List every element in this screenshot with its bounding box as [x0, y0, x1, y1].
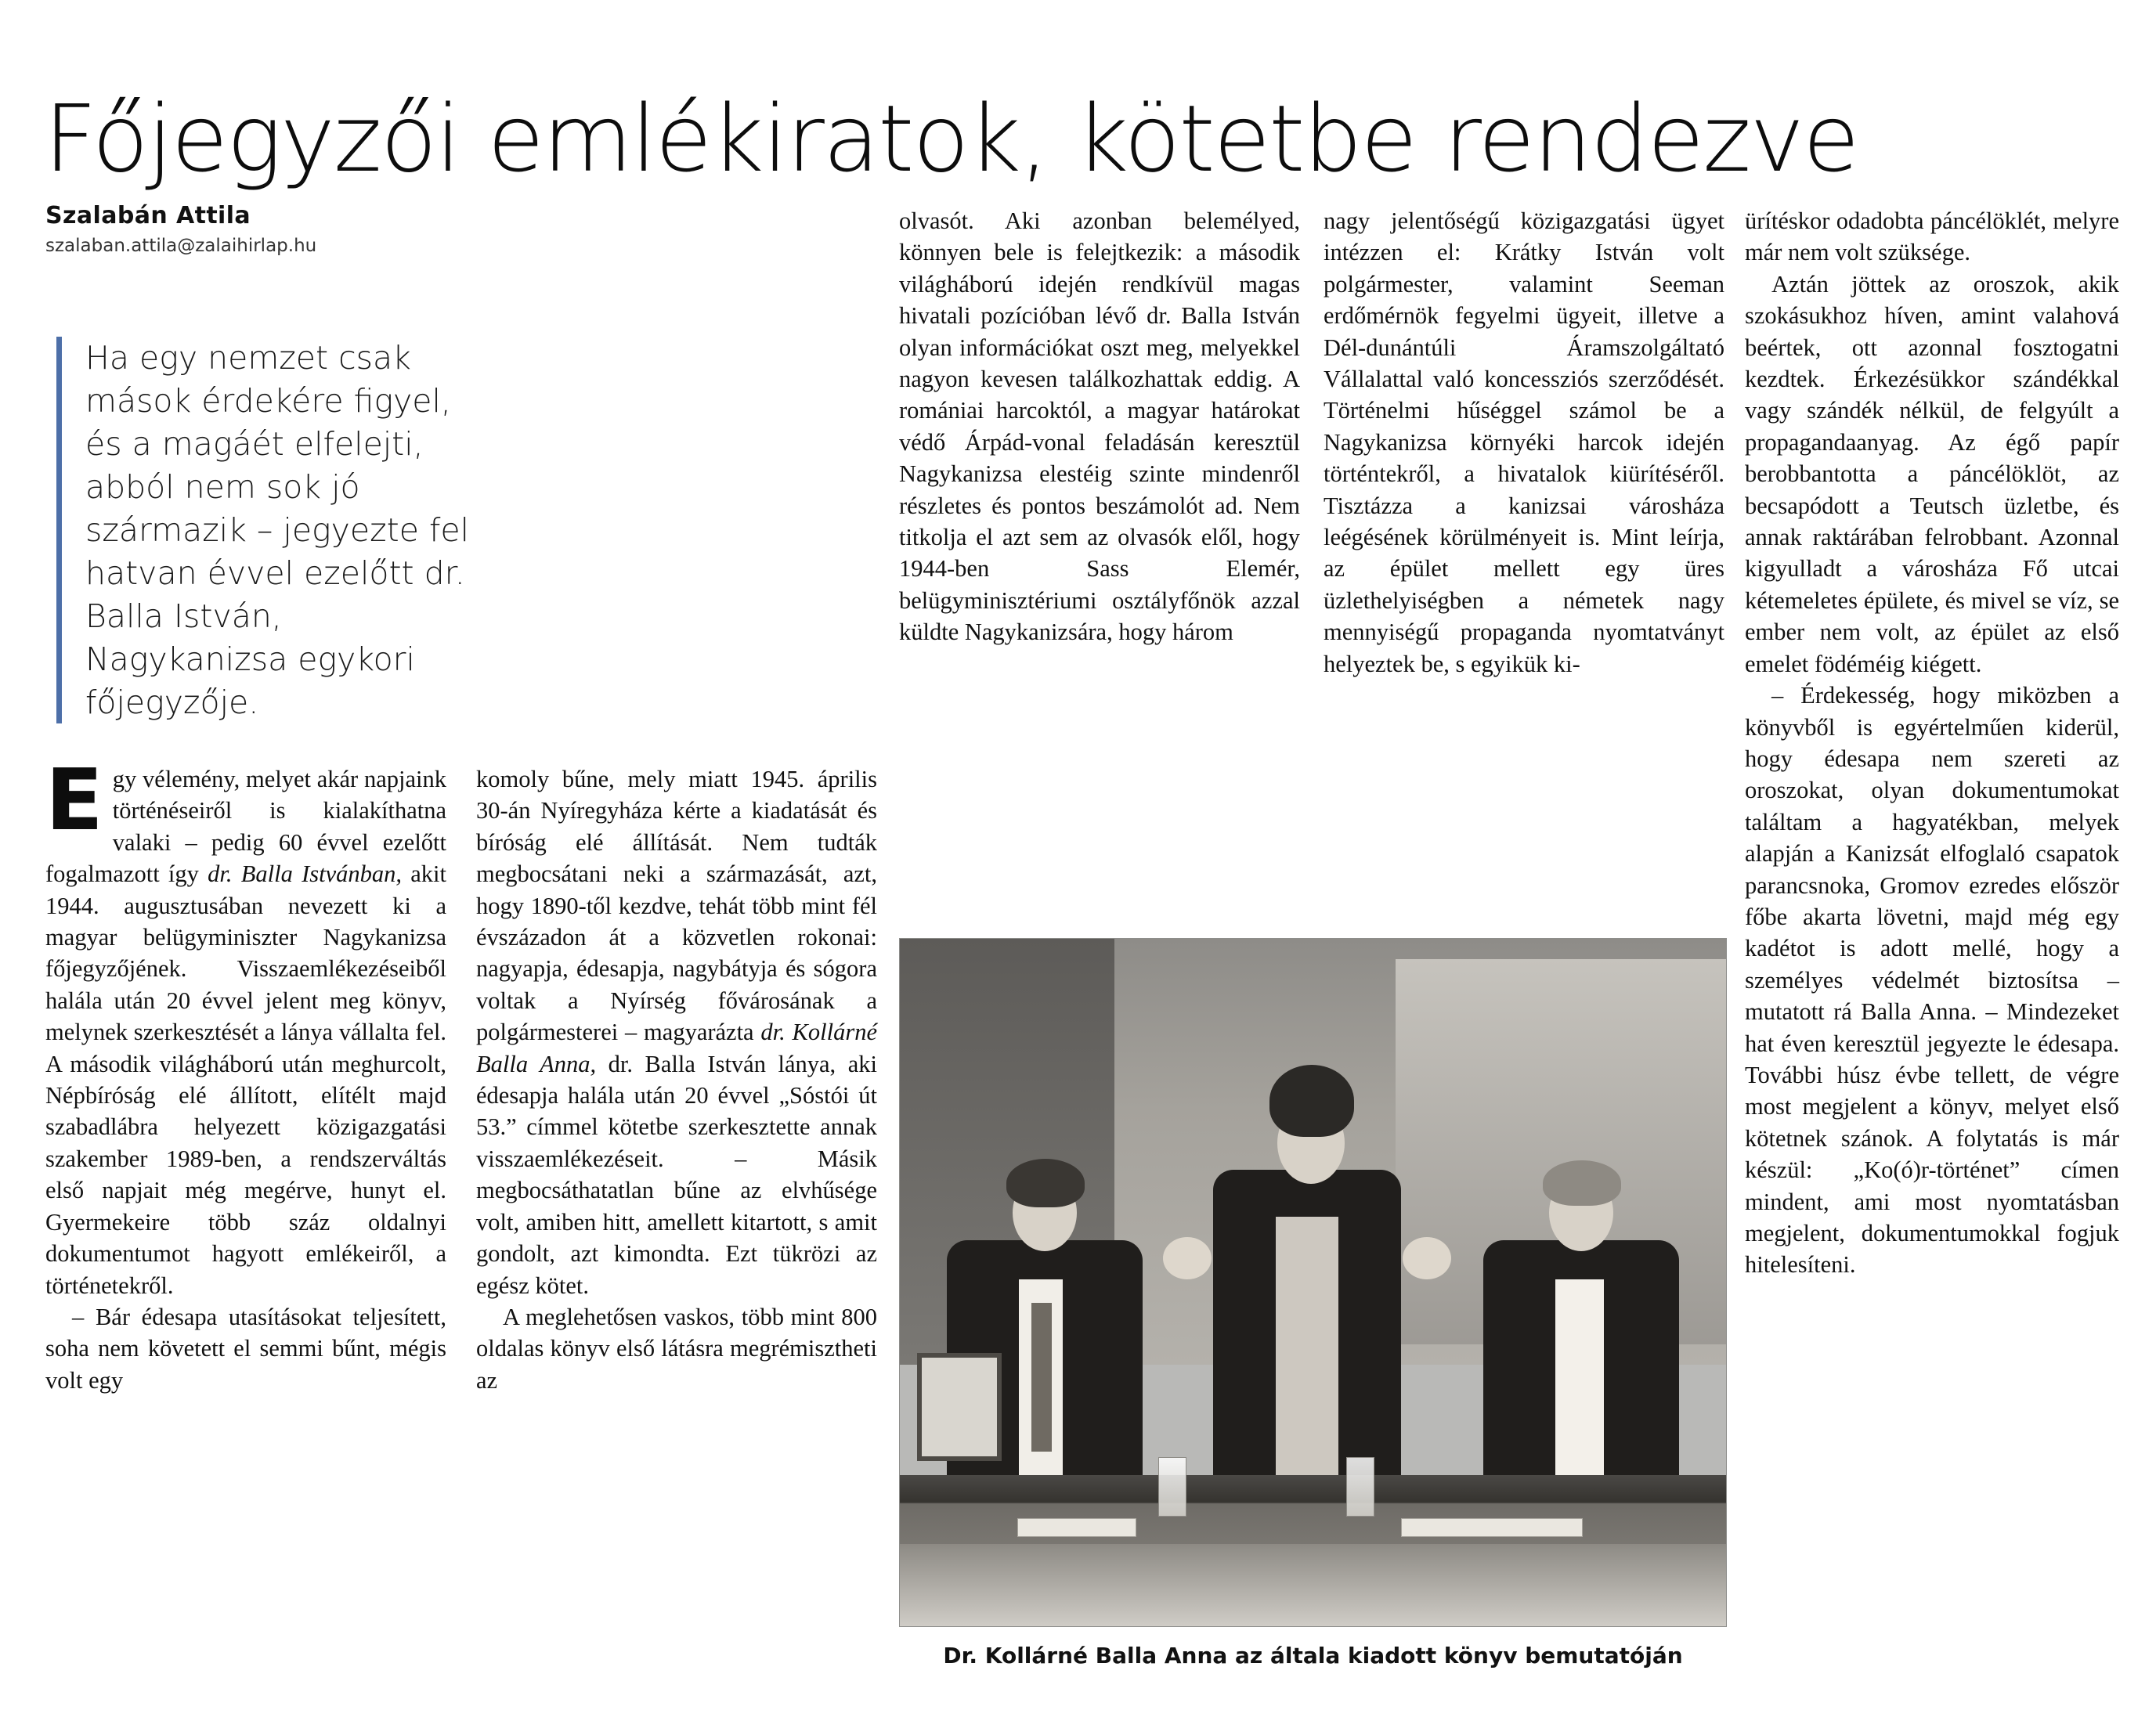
- photo-glass-right: [1346, 1457, 1374, 1517]
- photo-papers-left: [1017, 1518, 1136, 1537]
- lead-paragraph: [56, 337, 493, 723]
- article-column-2: [476, 763, 877, 1396]
- author-email: szalaban.attila@zalaihirlap.hu: [45, 236, 317, 256]
- paragraph: Aztán jöttek az oroszok, akik szokásukhoz híven, amint valahová beértek, ott azonnal fosztogatni kezdtek. Érkezésükkor szándékkal vagy szándék nélkül, de felgyúlt a propagandaanyag. Az égő papír berobbantotta a páncélöklöt, az becsapódott a Teutsch üzletbe, és annak raktárában felrobbant. Azonnal kigyulladt a városháza Fő utcai kétemeletes épülete, és mivel se víz, se ember nem volt, az épület az első emelet födéméig kiégett.: [1745, 270, 2119, 677]
- article-column-1: [45, 752, 446, 1396]
- paragraph-text-cont: dr. Balla István lánya, aki édesapja halála után 20 évvel „Sóstói út 53.” címmel kötetbe szerkesztette annak visszaemlékezéseit. – Másik megbocsáthatatlan bűne az elvhűsége volt, amiben hitt, amellett kitartott, s amit gondolt, azt kimondta. Ezt tükrözi az egész kötet.: [476, 1050, 877, 1299]
- person-hair: [1269, 1065, 1354, 1137]
- photo-table-front: [900, 1544, 1726, 1626]
- paragraph-text-cont: akit 1944. augusztusában nevezett ki a magyar belügyminiszter Nagykanizsa főjegyzőjének. Visszaemlékezéseiből halála után 20 évvel jelent meg könyv, melynek szerkesztését a lánya vállalta fel. A második világháború után meghurcolt, Népbíróság elé állított, elítélt majd szabadlábra helyezett közigazgatási szakember 1989-ben, a rendszerváltás első napjait még megérve, hunyt el. Gyermekeire több száz oldalnyi dokumentumot hagyott emlékeiről, a történetekről.: [45, 860, 446, 1299]
- photo-caption: Dr. Kollárné Balla Anna az általa kiadott könyv bemutatóján: [943, 1643, 1683, 1669]
- photo-image: [899, 938, 1727, 1627]
- article-column-4: [1324, 205, 1724, 680]
- paragraph: [476, 763, 877, 1301]
- paragraph-text: gy vélemény, melyet akár napjaink történéseiről is kialakíthatna valaki – pedig 60 évvel ezelőtt fogalmazott így: [45, 766, 446, 888]
- paragraph: – Bár édesapa utasításokat teljesített, soha nem követett el semmi bűnt, mégis volt egy: [45, 1303, 446, 1394]
- person-right-hand: [1403, 1237, 1451, 1279]
- emphasis-name: dr. Balla Istvánban,: [208, 860, 402, 888]
- lead-text: Ha egy nemzet csak mások érdekére figyel, és a magáét elfelejti, abból nem sok jó származik – jegyezte fel hatvan évvel ezelőtt dr. Balla István, Nagykanizsa egykori főjegyzője.: [85, 339, 470, 721]
- photo-papers-right: [1401, 1518, 1583, 1537]
- photo-picture-frame: [917, 1353, 1002, 1461]
- paragraph: – Érdekesség, hogy miközben a könyvből is egyértelműen kiderül, hogy édesapa nem szereti az oroszokat, olyan dokumentumokat találtam a hagyatékban, melyek alapján a Kanizsát elfoglaló csapatok parancsnoka, Gromov ezredes először főbe akarta lövetni, majd még egy kadétot is adott mellé, hogy a személyes védelmét biztosítsa – mutatott rá Balla Anna. – Mindezeket hat éven keresztül jegyezte le édesapa. További húsz évbe tellett, de végre most megjelent a könyv, melyet első kötetnek szánok. A folytatás is már készül: „Ko(ó)r-történet” címen mindent, ami most nyomtatásban megjelent, dokumentumokkal fogjuk hitelesíteni.: [1745, 682, 2119, 1279]
- byline: [45, 202, 453, 256]
- paragraph: A meglehetősen vaskos, több mint 800 oldalas könyv első látásra megrémisztheti az: [476, 1303, 877, 1394]
- person-tie: [1031, 1303, 1052, 1452]
- page-title: Főjegyzői emlékiratok, kötetbe rendezve: [44, 85, 1858, 193]
- photo-glass-left: [1158, 1457, 1186, 1517]
- paragraph: olvasót. Aki azonban belemélyed, könnyen bele is felejtkezik: a második világháború idején rendkívül magas hivatali pozícióban lévő dr. Balla István olyan információkat oszt meg, melyekkel nagyon kevesen találkozhattak eddig. A romániai harcoktól, a magyar határokat védő Árpád-vonal feladásán keresztül Nagykanizsa elestéig szinte mindenről részletes és pontos beszámolót ad. Nem titkolja el azt sem az olvasók elől, hogy 1944-ben Sass Elemér, belügyminisztériumi osztályfőnök azzal küldte Nagykanizsára, hogy három: [899, 207, 1300, 646]
- emphasis-name: dr. Kollárné Balla Anna,: [476, 1019, 877, 1077]
- paragraph: nagy jelentőségű közigazgatási ügyet intézzen el: Krátky István volt polgármester, valamint Seeman erdőmérnök fegyelmi ügyeit, illetve a Dél-dunántúli Áramszolgáltató Vállalattal való koncessziós szerződését. Történelmi hűséggel számol be a Nagykanizsa környéki harcok idején történtekről, a hivatalok kiürítéséről. Tisztázza a kanizsai városháza leégésének körülményeit is. Mint leírja, az épület mellett egy üres üzlethelyiségben a németek nagy mennyiségű propaganda nyomtatványt helyeztek be, s egyikük ki-: [1324, 207, 1724, 677]
- person-blouse: [1276, 1217, 1338, 1475]
- person-hair: [1006, 1159, 1085, 1207]
- article-photo: [899, 938, 1727, 1627]
- person-hair: [1543, 1160, 1621, 1206]
- photo-person-center: [1158, 1021, 1456, 1475]
- author-name: Szalabán Attila: [45, 202, 251, 229]
- article-column-5: [1745, 205, 2119, 1281]
- paragraph: [45, 752, 446, 1301]
- paragraph-text: komoly bűne, mely miatt 1945. április 30-án Nyíregyháza kérte a kiadatását és bíróság elé állítását. Nem tudták megbocsátani neki a származását, azt, hogy 1890-től kezdve, tehát több mint fél évszázadon át a közvetlen rokonai: nagyapja, édesapja, nagybátyja és sógora voltak a Nyírség fővárosának a polgármesterei – magyarázta: [476, 766, 877, 1046]
- article-column-3: [899, 205, 1300, 648]
- person-shirt: [1555, 1279, 1604, 1475]
- photo-person-right: [1468, 1107, 1703, 1475]
- drop-cap: E: [45, 752, 103, 850]
- paragraph: ürítéskor odadobta páncélöklét, melyre már nem volt szüksége.: [1745, 207, 2119, 266]
- person-left-hand: [1163, 1237, 1212, 1279]
